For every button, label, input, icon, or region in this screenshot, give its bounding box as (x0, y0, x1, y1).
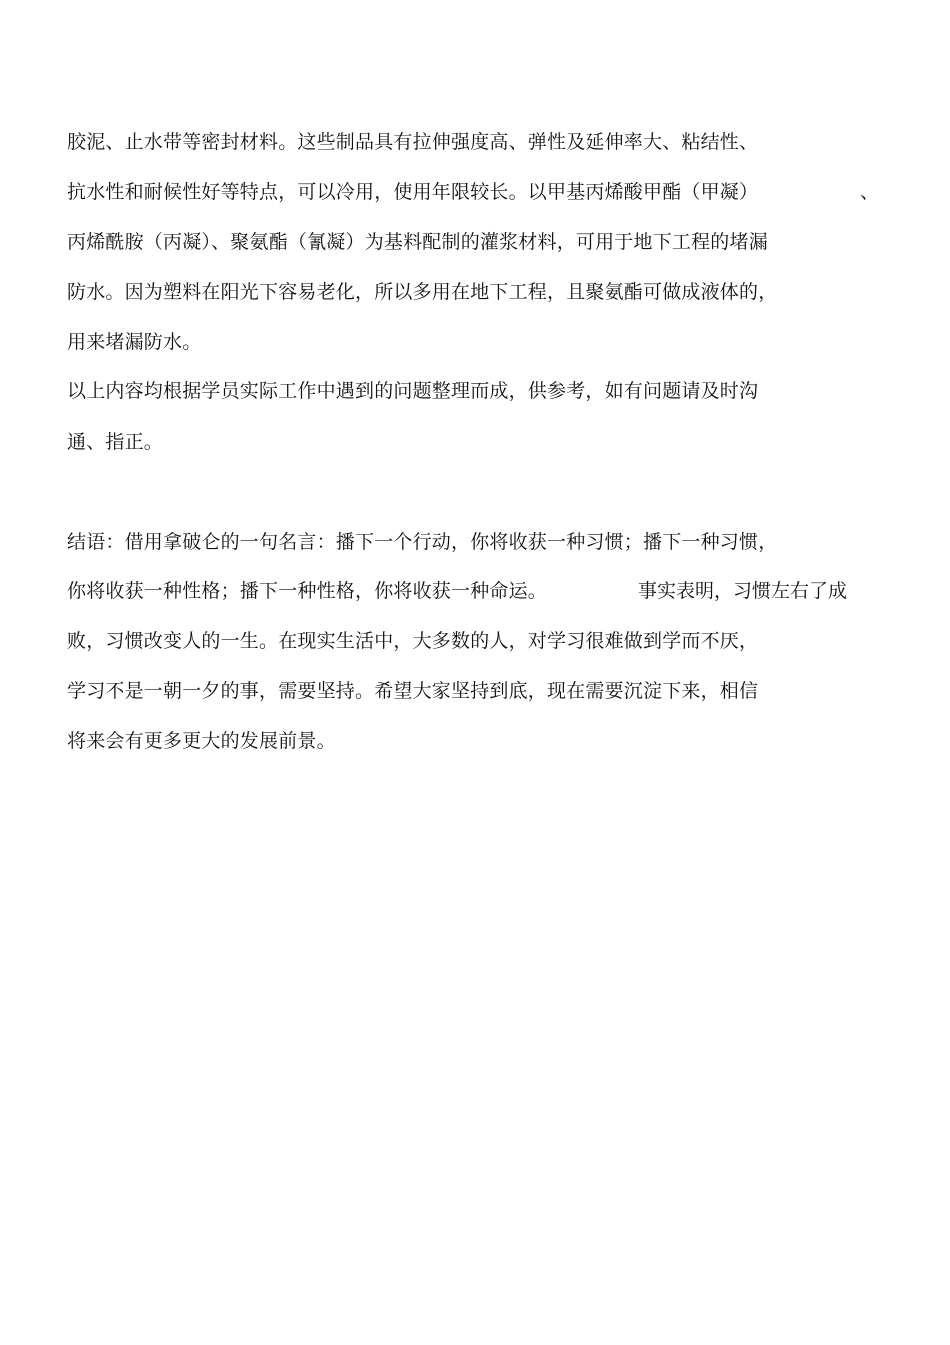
conclusion-line-2-trailing: 事实表明，习惯左右了成 (638, 580, 848, 602)
paragraph1-line-2: 抗水性和耐候性好等特点，可以冷用，使用年限较长。以甲基丙烯酸甲酯（甲凝） (67, 181, 759, 203)
conclusion-line-1: 结语：借用拿破仑的一句名言：播下一个行动，你将收获一种习惯；播下一种习惯， (67, 531, 778, 553)
paragraph1-line-5: 用来堵漏防水。 (67, 331, 202, 353)
paragraph2-line-1: 以上内容均根据学员实际工作中遇到的问题整理而成，供参考，如有问题请及时沟 (67, 380, 759, 402)
paragraph2-line-2: 通、指正。 (67, 431, 164, 453)
paragraph1-line-2-trailing: 、 (860, 181, 880, 203)
paragraph1-line-4: 防水。因为塑料在阳光下容易老化，所以多用在地下工程，且聚氨酯可做成液体的， (67, 281, 778, 303)
conclusion-line-4: 学习不是一朝一夕的事，需要坚持。希望大家坚持到底，现在需要沉淀下来，相信 (67, 680, 759, 702)
conclusion-line-3: 败，习惯改变人的一生。在现实生活中，大多数的人，对学习很难做到学而不厌， (67, 630, 759, 652)
paragraph1-line-1: 胶泥、止水带等密封材料。这些制品具有拉伸强度高、弹性及延伸率大、粘结性、 (67, 131, 759, 153)
conclusion-line-5: 将来会有更多更大的发展前景。 (67, 730, 336, 752)
paragraph1-line-3: 丙烯酰胺（丙凝）、聚氨酯（氰凝）为基料配制的灌浆材料，可用于地下工程的堵漏 (67, 231, 768, 253)
conclusion-line-2: 你将收获一种性格；播下一种性格，你将收获一种命运。 (67, 580, 548, 602)
